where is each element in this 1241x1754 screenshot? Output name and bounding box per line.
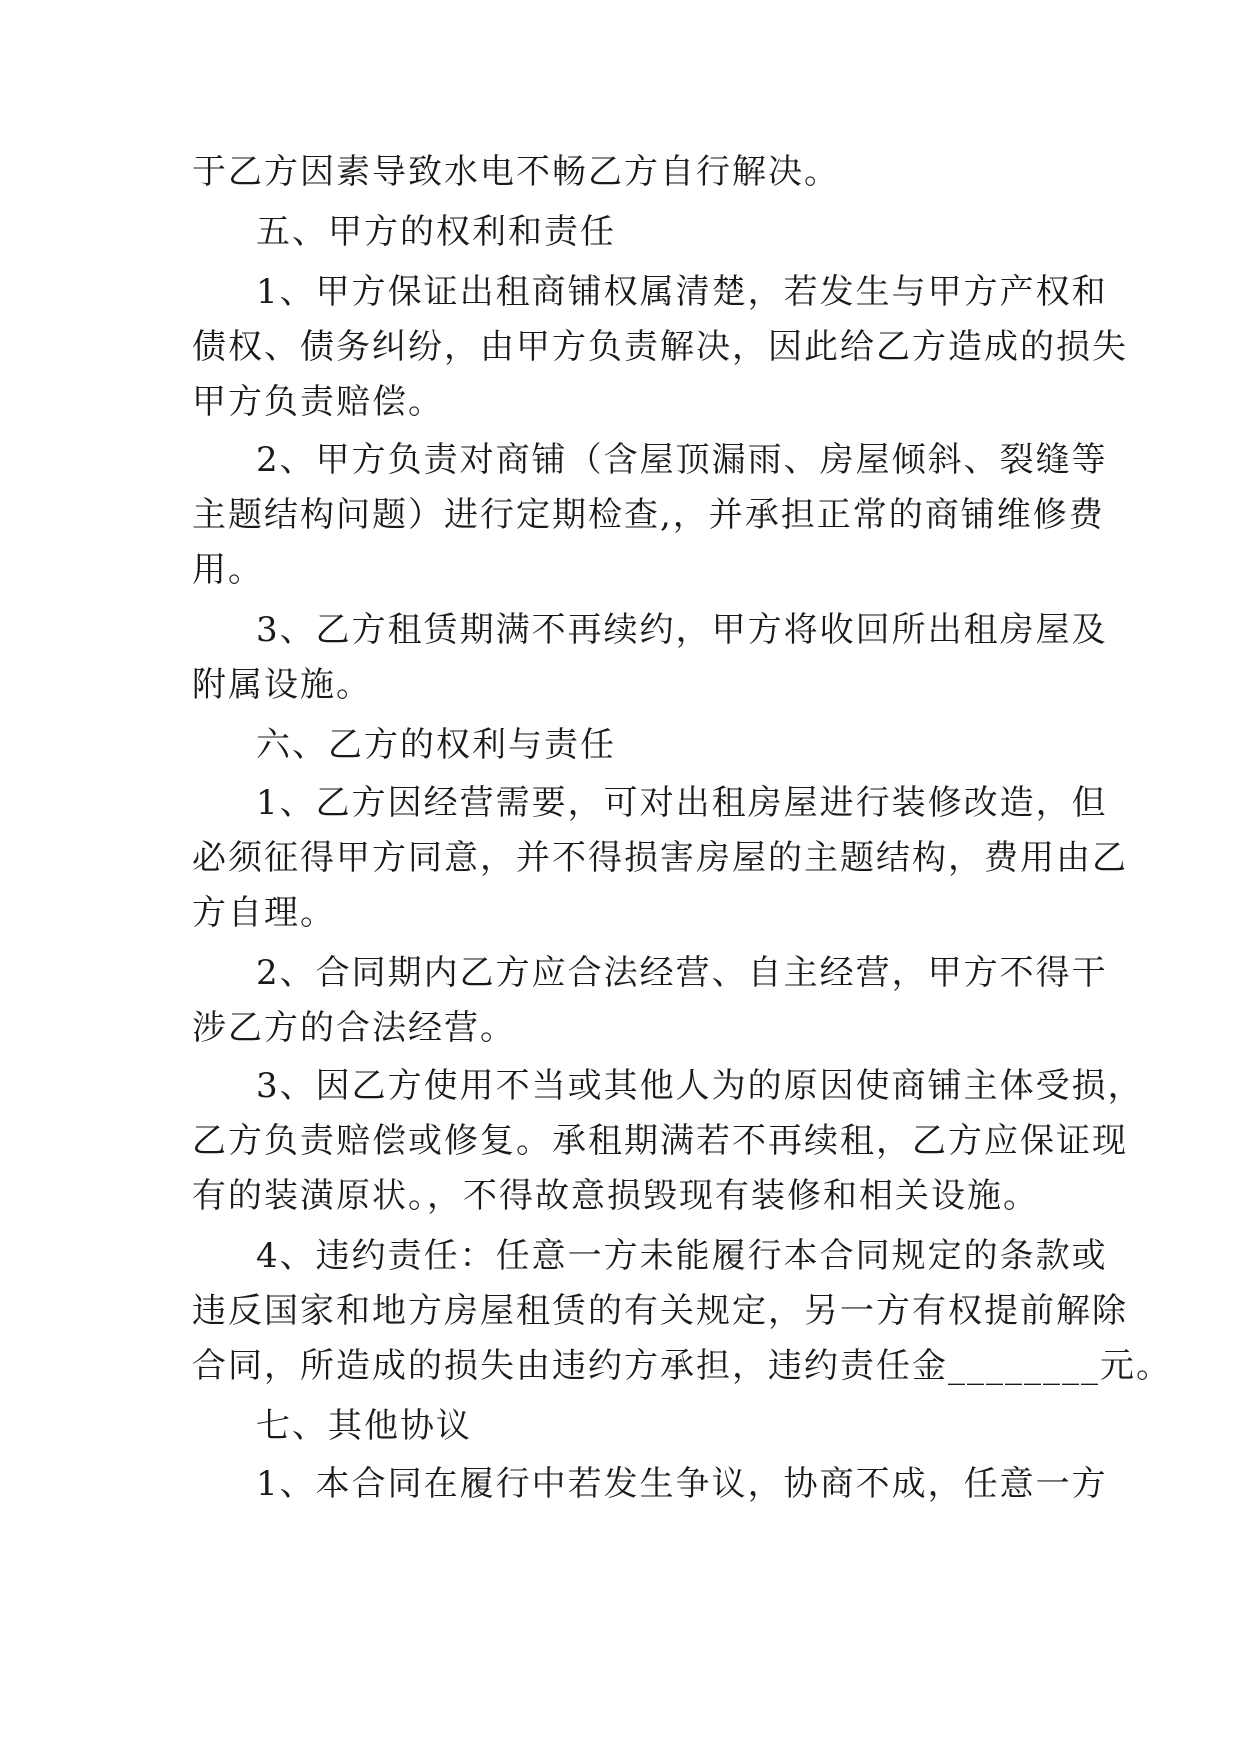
- text-line: 用。: [192, 550, 264, 590]
- text-line: 附属设施。: [192, 665, 372, 705]
- text-line: 乙方负责赔偿或修复。承租期满若不再续租，乙方应保证现: [192, 1121, 1128, 1161]
- text-line: 必须征得甲方同意，并不得损害房屋的主题结构，费用由乙: [192, 838, 1128, 878]
- text-line: 方自理。: [192, 893, 336, 933]
- text-line: 有的装潢原状。，不得故意损毁现有装修和相关设施。: [192, 1176, 1039, 1216]
- text-line: 涉乙方的合法经营。: [192, 1008, 516, 1048]
- text-line: 2、合同期内乙方应合法经营、自主经营，甲方不得干: [256, 953, 1108, 993]
- section-heading: 五、甲方的权利和责任: [256, 212, 616, 252]
- text-line: 于乙方因素导致水电不畅乙方自行解决。: [192, 152, 840, 192]
- text-line: 合同，所造成的损失由违约方承担，违约责任金________元。: [192, 1346, 1172, 1386]
- text-line: 1、乙方因经营需要，可对出租房屋进行装修改造，但: [256, 783, 1108, 823]
- text-line: 甲方负责赔偿。: [192, 382, 444, 422]
- text-line: 2、甲方负责对商铺（含屋顶漏雨、房屋倾斜、裂缝等: [256, 440, 1108, 480]
- text-line: 3、因乙方使用不当或其他人为的原因使商铺主体受损，: [256, 1066, 1144, 1106]
- text-line: 4、违约责任：任意一方未能履行本合同规定的条款或: [256, 1236, 1108, 1276]
- section-heading: 七、其他协议: [256, 1406, 472, 1446]
- text-line: 违反国家和地方房屋租赁的有关规定，另一方有权提前解除: [192, 1291, 1128, 1331]
- text-line: 1、本合同在履行中若发生争议，协商不成，任意一方: [256, 1464, 1108, 1504]
- text-line: 债权、债务纠纷，由甲方负责解决，因此给乙方造成的损失: [192, 327, 1128, 367]
- text-line: 主题结构问题）进行定期检查,，并承担正常的商铺维修费: [192, 495, 1105, 535]
- text-line: 1、甲方保证出租商铺权属清楚，若发生与甲方产权和: [256, 272, 1108, 312]
- text-line: 3、乙方租赁期满不再续约，甲方将收回所出租房屋及: [256, 610, 1108, 650]
- section-heading: 六、乙方的权利与责任: [256, 725, 616, 765]
